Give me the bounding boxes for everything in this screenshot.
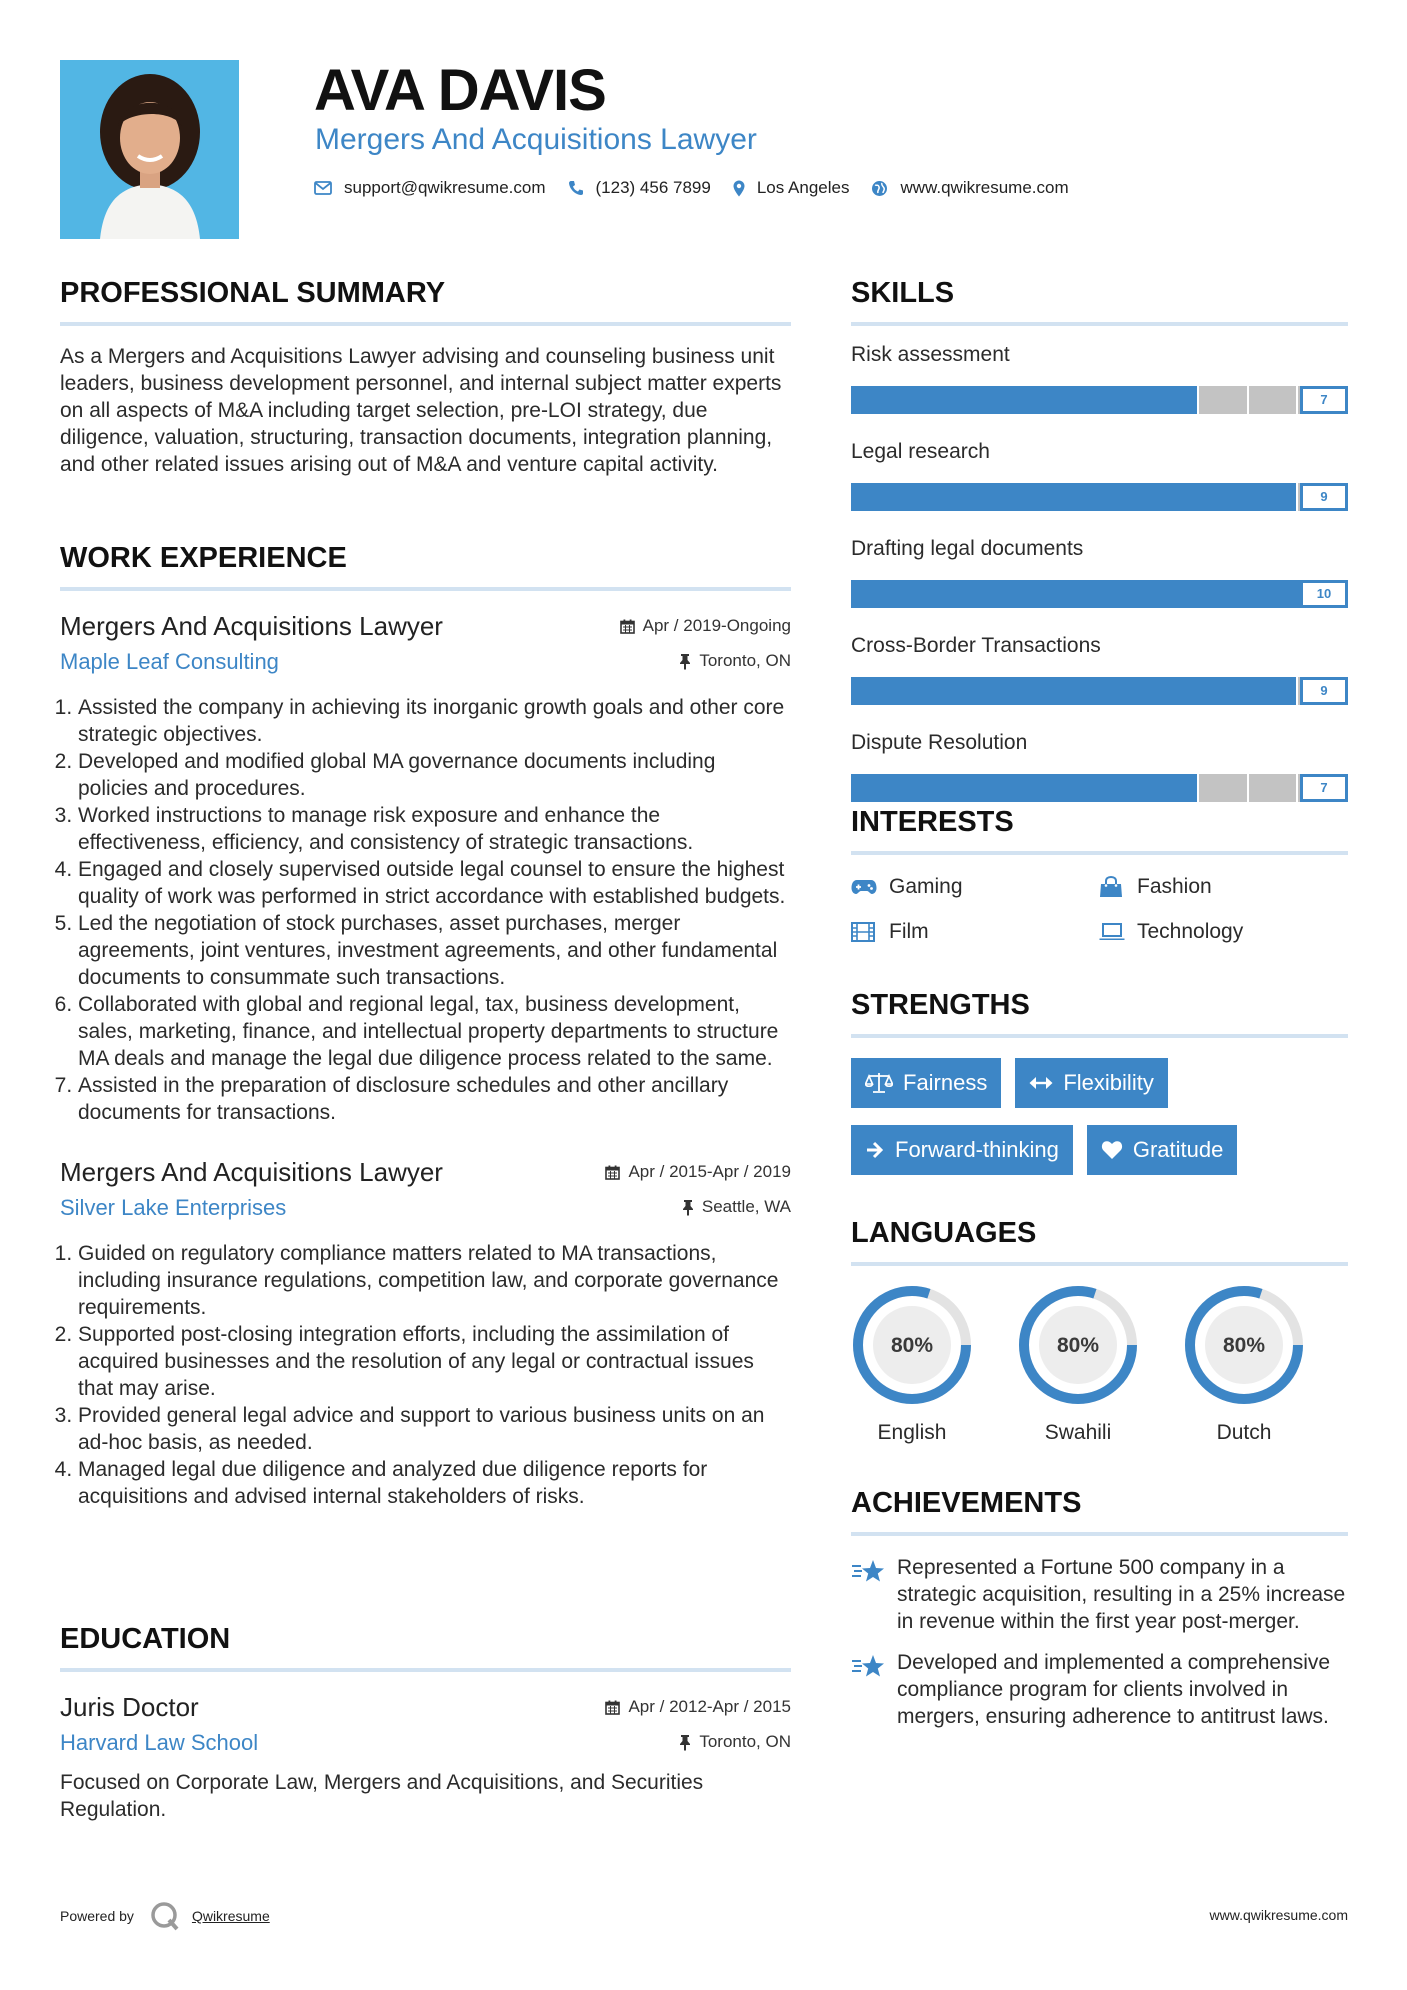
skill-bar-segment: [851, 483, 901, 511]
duty-list: [60, 1240, 791, 1510]
skill-level-badge: 9: [1300, 677, 1348, 705]
school-name[interactable]: Harvard Law School: [60, 1730, 259, 1755]
skill-bar-segment: [1000, 386, 1050, 414]
job-entry: [60, 610, 791, 1126]
section-divider: [851, 1034, 1348, 1038]
list-item: 3. Provided general legal advice and support to various business units on an ad-hoc basis, as needed.: [78, 1402, 791, 1456]
contact-website[interactable]: [871, 178, 1068, 198]
skill-item: [851, 633, 1348, 705]
skill-level-badge: 10: [1300, 580, 1348, 608]
skill-bar-segment: [901, 580, 951, 608]
skill-bar-segment: [1199, 483, 1249, 511]
interest-label: Technology: [1137, 920, 1244, 943]
envelope-icon: [314, 181, 332, 195]
language-name: English: [877, 1421, 947, 1444]
skill-bar-segment: [1149, 580, 1199, 608]
skill-bar-segment: [1249, 774, 1299, 802]
arrow-right-icon: [865, 1140, 885, 1160]
footer-powered-by: [60, 1901, 270, 1931]
shopping-bag-icon: [1099, 876, 1127, 898]
interest-technology: [1099, 920, 1347, 944]
profile-photo: [60, 60, 239, 239]
skill-bar-segment: [1149, 774, 1199, 802]
strength-tag: Fairness: [851, 1058, 1001, 1108]
interest-fashion: [1099, 875, 1347, 899]
skill-level-bar: [851, 774, 1348, 802]
strength-tag: Flexibility: [1015, 1058, 1167, 1108]
skills-list: [851, 342, 1348, 802]
skill-bar-segment: [1050, 580, 1100, 608]
candidate-name: AVA DAVIS: [314, 58, 606, 123]
skill-bar-segment: [950, 580, 1000, 608]
degree-title: Juris Doctor: [60, 1692, 199, 1722]
globe-icon: [871, 180, 888, 197]
skill-level-bar: [851, 386, 1348, 414]
section-divider: [851, 1532, 1348, 1536]
skill-item: [851, 730, 1348, 802]
skill-bar-segment: [1099, 677, 1149, 705]
section-divider: [60, 1668, 791, 1672]
strengths-section: [851, 988, 1348, 1175]
interests-grid: [851, 875, 1348, 944]
skill-bar-segment: [1050, 483, 1100, 511]
skill-level-bar: [851, 677, 1348, 705]
skill-bar-segment: [950, 677, 1000, 705]
skill-item: [851, 536, 1348, 608]
skill-name: Cross-Border Transactions: [851, 634, 1101, 657]
skill-bar-segment: [1149, 677, 1199, 705]
list-item: 4. Engaged and closely supervised outside legal counsel to ensure the highest quality of work was performed in strict accordance with established budgets.: [78, 856, 791, 910]
job-location: Seattle, WA: [682, 1197, 791, 1217]
company-name[interactable]: Silver Lake Enterprises: [60, 1195, 287, 1220]
language-item: [1183, 1284, 1305, 1445]
skill-bar-segment: [1099, 774, 1149, 802]
skill-bar-segment: [1050, 677, 1100, 705]
skill-bar-segment: [1050, 774, 1100, 802]
languages-heading: LANGUAGES: [851, 1217, 1037, 1249]
skill-name: Risk assessment: [851, 343, 1010, 366]
pushpin-icon: [679, 1734, 691, 1751]
heart-icon: [1101, 1140, 1123, 1160]
skill-bar-segment: [851, 774, 901, 802]
skill-bar-segment: [851, 386, 901, 414]
skill-bar-segment: [1149, 483, 1199, 511]
skills-heading: SKILLS: [851, 277, 955, 309]
experience-heading: WORK EXPERIENCE: [60, 542, 347, 574]
skill-level-bar: [851, 483, 1348, 511]
strength-tag: Forward-thinking: [851, 1125, 1073, 1175]
achievements-list: [851, 1554, 1348, 1730]
education-location: Toronto, ON: [679, 1732, 791, 1752]
strength-tag: Gratitude: [1087, 1125, 1238, 1175]
skill-bar-segment: [851, 677, 901, 705]
languages-section: [851, 1216, 1348, 1445]
skill-bar-segment: [950, 774, 1000, 802]
skill-bar-segment: [1249, 677, 1299, 705]
language-percent-label: 80%: [890, 1334, 934, 1357]
qwikresume-link[interactable]: Qwikresume: [191, 1908, 270, 1924]
job-entry: [60, 1156, 791, 1510]
list-item: 2. Developed and modified global MA governance documents including policies and procedures.: [78, 748, 791, 802]
skill-bar-segment: [851, 580, 901, 608]
language-item: [851, 1284, 973, 1445]
skill-bar-segment: [1249, 483, 1299, 511]
map-pin-icon: [733, 180, 745, 197]
language-percent-label: 80%: [1056, 1334, 1100, 1357]
achievements-section: [851, 1486, 1348, 1730]
section-divider: [851, 851, 1348, 855]
job-title: Mergers And Acquisitions Lawyer: [60, 1157, 443, 1187]
language-percent-label: 80%: [1222, 1334, 1266, 1357]
skill-level-badge: 7: [1300, 386, 1348, 414]
gamepad-icon: [851, 879, 879, 895]
skill-bar-segment: [1099, 580, 1149, 608]
laptop-icon: [1099, 923, 1127, 941]
education-entry: [60, 1691, 791, 1823]
language-name: Dutch: [1216, 1421, 1272, 1444]
duty-list: [60, 694, 791, 1126]
interest-gaming: [851, 875, 1099, 899]
summary-heading: PROFESSIONAL SUMMARY: [60, 277, 446, 309]
skill-level-badge: 9: [1300, 483, 1348, 511]
location-text: Los Angeles: [756, 178, 850, 197]
skill-level-bar: [851, 580, 1348, 608]
skill-bar-segment: [950, 483, 1000, 511]
calendar-icon: [605, 1165, 620, 1180]
balance-scale-icon: [865, 1072, 893, 1094]
skill-bar-segment: [901, 677, 951, 705]
skill-bar-segment: [1199, 580, 1249, 608]
skill-bar-segment: [901, 483, 951, 511]
skill-bar-segment: [1199, 774, 1249, 802]
work-experience-section: [60, 541, 791, 1510]
contact-bar: [314, 178, 1091, 198]
language-item: [1017, 1284, 1139, 1445]
education-dates: Apr / 2012-Apr / 2015: [605, 1697, 791, 1717]
email-text: support@qwikresume.com: [344, 178, 546, 197]
achievement-item: Represented a Fortune 500 company in a strategic acquisition, resulting in a 25% increase in revenue within the first year post-merger.: [851, 1554, 1348, 1635]
list-item: 1. Guided on regulatory compliance matters related to MA transactions, including insurance regulations, competition law, and corporate governance requirements.: [78, 1240, 791, 1321]
job-dates: Apr / 2015-Apr / 2019: [605, 1162, 791, 1182]
skill-bar-segment: [1199, 386, 1249, 414]
language-proficiency-ring: [851, 1284, 973, 1406]
skill-bar-segment: [1099, 483, 1149, 511]
summary-text: As a Mergers and Acquisitions Lawyer advising and counseling business unit leaders, business development personnel, and internal subject matter experts on all aspects of M&A including target selection, pre-LOI strategy, due diligence, valuation, structuring, transaction documents, integration planning, and other related issues arising out of M&A and venture capital activity.: [60, 345, 782, 476]
education-description: Focused on Corporate Law, Mergers and Acquisitions, and Securities Regulation.: [60, 1771, 704, 1821]
pushpin-icon: [682, 1199, 694, 1216]
interests-heading: INTERESTS: [851, 806, 1014, 838]
list-item: 5. Led the negotiation of stock purchases, asset purchases, merger agreements, joint ventures, investment agreements, and other fundamental documents to consummate such transactions.: [78, 910, 791, 991]
film-icon: [851, 922, 879, 942]
achievements-heading: ACHIEVEMENTS: [851, 1487, 1082, 1519]
interest-label: Gaming: [889, 875, 963, 898]
phone-icon: [568, 180, 584, 196]
skill-bar-segment: [1249, 386, 1299, 414]
list-item: 2. Supported post-closing integration efforts, including the assimilation of acquired businesses and the resolution of any legal or contractual issues that may arise.: [78, 1321, 791, 1402]
skill-bar-segment: [1000, 677, 1050, 705]
contact-phone[interactable]: [568, 178, 711, 198]
phone-text: (123) 456 7899: [595, 178, 711, 197]
skill-item: [851, 342, 1348, 414]
language-proficiency-ring: [1183, 1284, 1305, 1406]
skill-name: Drafting legal documents: [851, 537, 1084, 560]
job-title: Mergers And Acquisitions Lawyer: [60, 611, 443, 641]
company-name[interactable]: Maple Leaf Consulting: [60, 649, 279, 674]
strengths-tags: [851, 1058, 1271, 1175]
shooting-star-icon: [851, 1649, 887, 1730]
skill-bar-segment: [950, 386, 1000, 414]
section-divider: [60, 322, 791, 326]
section-divider: [851, 322, 1348, 326]
language-name: Swahili: [1044, 1421, 1112, 1444]
language-proficiency-ring: [1017, 1284, 1139, 1406]
job-dates: Apr / 2019-Ongoing: [620, 616, 791, 636]
interests-section: [851, 805, 1348, 944]
list-item: 7. Assisted in the preparation of disclosure schedules and other ancillary documents for transactions.: [78, 1072, 791, 1126]
list-item: 4. Managed legal due diligence and analyzed due diligence reports for acquisitions and advised internal stakeholders of risks.: [78, 1456, 791, 1510]
list-item: 3. Worked instructions to manage risk exposure and enhance the effectiveness, efficiency, and consistency of strategic transactions.: [78, 802, 791, 856]
skill-bar-segment: [1149, 386, 1199, 414]
list-item: 6. Collaborated with global and regional legal, tax, business development, sales, marketing, finance, and intellectual property departments to structure MA deals and manage the legal due diligence process related to the same.: [78, 991, 791, 1072]
pushpin-icon: [679, 653, 691, 670]
skill-name: Legal research: [851, 440, 990, 463]
calendar-icon: [605, 1700, 620, 1715]
interest-film: [851, 920, 1099, 944]
skills-section: [851, 276, 1348, 827]
calendar-icon: [620, 619, 635, 634]
list-item: 1. Assisted the company in achieving its inorganic growth goals and other core strategic objectives.: [78, 694, 791, 748]
job-location: Toronto, ON: [679, 651, 791, 671]
skill-bar-segment: [1000, 774, 1050, 802]
interest-label: Fashion: [1137, 875, 1212, 898]
powered-by-text: Powered by: [60, 1908, 134, 1924]
skill-bar-segment: [1000, 580, 1050, 608]
contact-email[interactable]: [314, 178, 546, 198]
skill-level-badge: 7: [1300, 774, 1348, 802]
skill-bar-segment: [1050, 386, 1100, 414]
education-section: [60, 1622, 791, 1823]
achievement-item: Developed and implemented a comprehensive compliance program for clients involved in mergers, ensuring adherence to antitrust laws.: [851, 1649, 1348, 1730]
skill-name: Dispute Resolution: [851, 731, 1028, 754]
interest-label: Film: [889, 920, 929, 943]
footer-url[interactable]: www.qwikresume.com: [1209, 1907, 1348, 1923]
professional-summary-section: [60, 276, 791, 478]
strengths-heading: STRENGTHS: [851, 989, 1030, 1021]
languages-list: [851, 1284, 1348, 1445]
contact-location: [733, 178, 850, 198]
qwikresume-logo-icon: [150, 1901, 180, 1931]
skill-bar-segment: [901, 774, 951, 802]
arrows-horizontal-icon: [1029, 1076, 1053, 1090]
skill-item: [851, 439, 1348, 511]
skill-bar-segment: [1000, 483, 1050, 511]
candidate-title: Mergers And Acquisitions Lawyer: [315, 123, 757, 156]
education-heading: EDUCATION: [60, 1623, 231, 1655]
website-text: www.qwikresume.com: [900, 178, 1069, 197]
section-divider: [851, 1262, 1348, 1266]
skill-bar-segment: [1199, 677, 1249, 705]
skill-bar-segment: [1249, 580, 1299, 608]
shooting-star-icon: [851, 1554, 887, 1635]
skill-bar-segment: [1099, 386, 1149, 414]
section-divider: [60, 587, 791, 591]
skill-bar-segment: [901, 386, 951, 414]
